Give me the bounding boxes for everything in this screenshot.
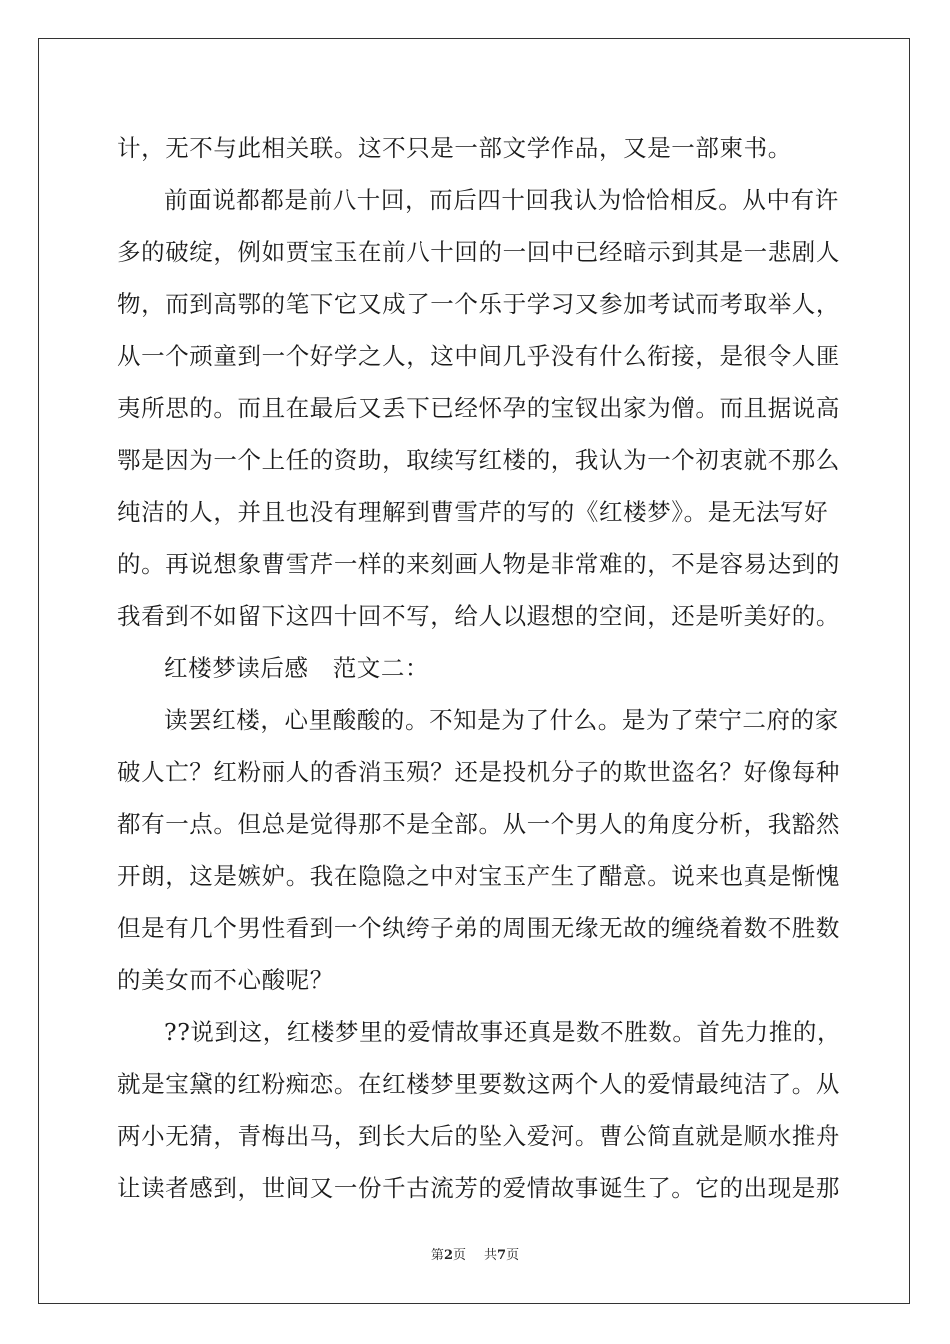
text-line: 开朗，这是嫉妒。我在隐隐之中对宝玉产生了醋意。说来也真是惭愧 bbox=[117, 862, 840, 890]
text-line: 从一个顽童到一个好学之人，这中间几乎没有什么衔接，是很令人匪 bbox=[117, 342, 840, 370]
text-line: 纯洁的人，并且也没有理解到曹雪芹的写的《红楼梦》。是无法写好 bbox=[117, 498, 829, 526]
total-page-count: 7 bbox=[497, 1248, 507, 1263]
text-line: 物，而到高鄂的笔下它又成了一个乐于学习又参加考试而考取举人， bbox=[117, 290, 840, 318]
text-line: 的美女而不心酸呢？ bbox=[117, 966, 334, 994]
text-line: 计，无不与此相关联。这不只是一部文学作品，又是一部柬书。 bbox=[117, 134, 792, 162]
text-line: 多的破绽，例如贾宝玉在前八十回的一回中已经暗示到其是一悲剧人 bbox=[117, 238, 840, 266]
text-line: 破人亡？红粉丽人的香消玉殒？还是投机分子的欺世盗名？好像每种 bbox=[117, 758, 840, 786]
text-line: 就是宝黛的红粉痴恋。在红楼梦里要数这两个人的爱情最纯洁了。从 bbox=[117, 1070, 840, 1098]
total-pages-label: 共7页 bbox=[484, 1248, 520, 1263]
paragraph-start-line: 读罢红楼，心里酸酸的。不知是为了什么。是为了荣宁二府的家 bbox=[164, 706, 839, 734]
text-line: 但是有几个男性看到一个纨绔子弟的周围无缘无故的缠绕着数不胜数 bbox=[117, 914, 840, 942]
paragraph-start-line: 前面说都都是前八十回，而后四十回我认为恰恰相反。从中有许 bbox=[164, 186, 839, 214]
text-line: 夷所思的。而且在最后又丢下已经怀孕的宝钗出家为僧。而且据说高 bbox=[117, 394, 840, 422]
paragraph-start-line: ??说到这，红楼梦里的爱情故事还真是数不胜数。首先力推的， bbox=[164, 1018, 842, 1046]
text-line: 两小无猜，青梅出马，到长大后的坠入爱河。曹公简直就是顺水推舟 bbox=[117, 1122, 840, 1150]
page-footer bbox=[0, 1248, 950, 1264]
section-heading: 红楼梦读后感 范文二： bbox=[164, 654, 430, 682]
text-line: 我看到不如留下这四十回不写，给人以遐想的空间，还是听美好的。 bbox=[117, 602, 840, 630]
text-line: 让读者感到，世间又一份千古流芳的爱情故事诞生了。它的出现是那 bbox=[117, 1174, 840, 1202]
text-line: 鄂是因为一个上任的资助，取续写红楼的，我认为一个初衷就不那么 bbox=[117, 446, 840, 474]
page-number-label: 第2页 bbox=[430, 1248, 466, 1263]
text-line: 都有一点。但总是觉得那不是全部。从一个男人的角度分析，我豁然 bbox=[117, 810, 840, 838]
current-page-number: 2 bbox=[443, 1248, 453, 1263]
text-line: 的。再说想象曹雪芹一样的来刻画人物是非常难的，不是容易达到的 bbox=[117, 550, 840, 578]
